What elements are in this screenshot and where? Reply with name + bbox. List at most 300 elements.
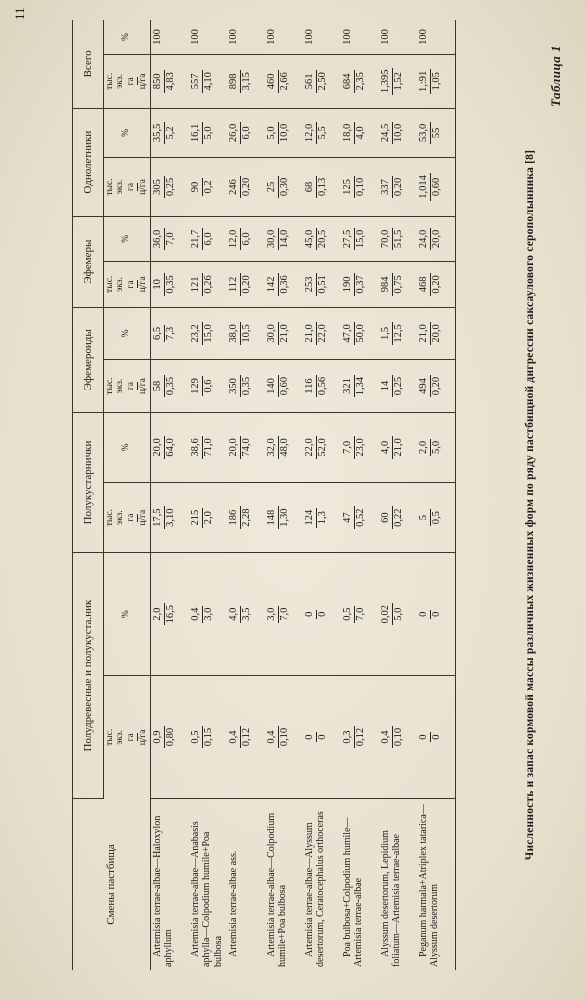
fraction (266, 606, 291, 623)
fraction (342, 322, 367, 344)
fraction (342, 375, 367, 397)
fraction-top: 24,0 (418, 228, 431, 250)
fraction-bottom: 0,5 (430, 511, 442, 525)
value-cell (303, 108, 341, 158)
fraction-bottom: 48,0 (278, 438, 290, 457)
fraction (266, 726, 291, 748)
value-cell (341, 676, 379, 799)
fraction-top: 25 (266, 176, 279, 198)
fraction (418, 375, 443, 397)
fraction-top: 305 (152, 176, 165, 198)
value-cell (303, 216, 341, 261)
fraction (304, 70, 329, 92)
fraction-top: 27,5 (342, 228, 355, 250)
fraction (304, 273, 329, 295)
row-name (265, 799, 303, 971)
value-cell (189, 483, 227, 553)
value-cell (417, 55, 456, 109)
header-group-2: Эфемероиды (73, 307, 104, 412)
fraction-top: 58 (152, 375, 165, 397)
fraction-bottom: 6,0 (202, 232, 214, 246)
fraction-bottom: 0,20 (392, 177, 404, 197)
fraction (266, 322, 291, 344)
fraction-top: 24,5 (380, 122, 393, 144)
fraction (304, 375, 329, 397)
table-row (379, 20, 417, 970)
fraction-bottom: 6,0 (240, 232, 252, 246)
fraction (190, 178, 215, 195)
fraction (380, 176, 405, 198)
value-cell (189, 360, 227, 413)
row-name-text: Artemisia terrae-albae—Colpodium humile+Poa bulbosa (265, 812, 289, 967)
value-cell (417, 483, 456, 553)
fraction (266, 506, 291, 528)
fraction-top: 116 (304, 375, 317, 397)
fraction-bottom: 1,3 (316, 511, 328, 525)
value-cell (303, 158, 341, 216)
value-cell (227, 676, 265, 799)
fraction-bottom: 52,0 (316, 438, 328, 457)
subheader-unit-line: экз. (115, 73, 126, 89)
fraction-bottom: 1,52 (392, 72, 404, 91)
value-cell (227, 483, 265, 553)
fraction-bottom: 2,0 (202, 511, 214, 525)
value-cell (150, 108, 189, 158)
value-cell (417, 553, 456, 676)
value-cell (417, 108, 456, 158)
fraction-bottom: 0,20 (430, 275, 442, 294)
value-cell (341, 108, 379, 158)
value-cell (150, 158, 189, 216)
header-group-3: Эфемеры (73, 216, 104, 307)
fraction-bottom: 20,0 (430, 324, 442, 343)
fraction-bottom: 2,35 (354, 72, 366, 91)
fraction-bottom: 2,66 (278, 72, 290, 91)
fraction (228, 322, 253, 344)
value-cell (379, 216, 417, 261)
value-cell (150, 483, 189, 553)
value-cell (227, 158, 265, 216)
value-cell (379, 483, 417, 553)
row-name-text: Peganum harmala+Atriplex tatarica—Alyssum desertorum (417, 804, 441, 967)
fraction-bottom: 5,0 (430, 440, 442, 454)
value-cell (189, 262, 227, 307)
fraction-top: 142 (266, 273, 279, 295)
fraction-top: 557 (190, 70, 203, 92)
fraction-top: 47 (342, 506, 355, 528)
fraction-bottom: 20,0 (430, 229, 442, 249)
fraction-top: 70,0 (380, 228, 393, 250)
row-name (150, 799, 189, 971)
value-cell (227, 553, 265, 676)
value-cell (303, 262, 341, 307)
fraction-top: 350 (228, 375, 241, 397)
fraction-top: 68 (304, 176, 317, 198)
fraction (418, 69, 443, 94)
fraction-bottom: 0 (430, 611, 442, 617)
fraction (190, 436, 215, 458)
fraction (266, 273, 291, 295)
value-cell (341, 412, 379, 482)
value-cell (227, 262, 265, 307)
subheader-unit-line: экз. (115, 378, 126, 394)
fraction-top: 14 (380, 375, 393, 397)
fraction-bottom: 0,35 (240, 376, 252, 396)
subheader-unit-line: га (126, 733, 138, 741)
fraction (380, 506, 405, 528)
row-name (303, 799, 341, 971)
fraction-bottom: 0,2 (202, 180, 214, 194)
fraction-top: 4,0 (380, 436, 393, 458)
page-number: 11 (12, 7, 27, 20)
value-cell (341, 55, 379, 109)
value-cell (150, 553, 189, 676)
fraction-top: 35,5 (152, 122, 165, 144)
fraction (228, 436, 253, 458)
value-cell (417, 262, 456, 307)
fraction-bottom: 0,25 (164, 177, 176, 197)
fraction-bottom: 5,5 (316, 126, 328, 140)
fraction-bottom: 0,13 (316, 177, 328, 197)
fraction (152, 122, 177, 144)
value-cell (303, 412, 341, 482)
fraction-bottom: 71,0 (202, 438, 214, 457)
fraction-bottom: 0,6 (202, 379, 214, 393)
fraction-top: 21,0 (418, 322, 431, 344)
fraction-bottom: 0 (316, 611, 328, 617)
fraction (304, 122, 329, 144)
table-row (189, 20, 227, 970)
fraction-bottom: 0,22 (392, 508, 404, 527)
value-cell (341, 307, 379, 360)
fraction-bottom: 4,83 (164, 72, 176, 91)
value-cell (417, 158, 456, 216)
value-cell (341, 483, 379, 553)
row-name-text: Artemisia terrae-albae—Haloxylon aphyllum (151, 815, 175, 967)
fraction-top: 494 (418, 375, 431, 397)
header-group-1: Полукустарнички (73, 412, 104, 552)
fraction-bottom: 0,52 (354, 508, 366, 527)
fraction (304, 610, 329, 619)
fraction-top: 0 (418, 732, 431, 741)
fraction-top: 7,0 (342, 436, 355, 458)
value-cell (379, 360, 417, 413)
table-row (265, 20, 303, 970)
value-cell (189, 553, 227, 676)
fraction-top: 4,0 (228, 606, 241, 623)
header-name-col: Смены пастбища (73, 799, 151, 971)
subheader-unit-line: га (126, 183, 138, 191)
fraction (418, 322, 443, 344)
value-cell (265, 108, 303, 158)
fraction-bottom: 5,0 (202, 126, 214, 140)
subheader-unit-line: га (126, 280, 138, 288)
subheader-pct: % (104, 307, 151, 360)
value-cell (417, 360, 456, 413)
subheader-unit (104, 676, 151, 799)
subheader-pct: % (104, 20, 151, 55)
fraction-top: 2,0 (418, 439, 431, 456)
subheader-unit-line: ц/га (138, 378, 149, 394)
value-cell (417, 216, 456, 261)
fraction-top: 0 (304, 732, 317, 741)
fraction-bottom: 7,0 (354, 607, 366, 621)
fraction-top: 38,6 (190, 436, 203, 458)
fraction-top: 1,395 (380, 68, 393, 96)
fraction (190, 122, 215, 144)
fraction-top: 898 (228, 70, 241, 92)
fraction (342, 228, 367, 250)
fraction (304, 732, 329, 741)
subheader-unit-line: экз. (115, 179, 126, 195)
fraction (228, 506, 253, 528)
fraction-top: 12,0 (304, 122, 317, 144)
fraction-bottom: 51,5 (392, 229, 404, 249)
fraction-top: 21,0 (304, 322, 317, 344)
data-table (72, 20, 456, 970)
fraction-top: 3,0 (266, 606, 279, 623)
fraction-bottom: 0,12 (240, 727, 252, 747)
fraction (152, 726, 177, 748)
fraction (190, 606, 215, 623)
value-cell (417, 307, 456, 360)
fraction (418, 509, 443, 526)
fraction-top: 16,1 (190, 122, 203, 144)
row-name (417, 799, 456, 971)
fraction-bottom: 0,25 (392, 376, 404, 396)
table-row (227, 20, 265, 970)
subheader-unit-line: тыс. (105, 72, 115, 90)
fraction-top: 30,0 (266, 322, 279, 344)
fraction-top: 0,5 (342, 606, 355, 623)
fraction (418, 273, 443, 295)
fraction-top: 20,0 (152, 436, 165, 458)
fraction-bottom: 5,2 (164, 126, 176, 140)
table-row (341, 20, 379, 970)
value-cell (189, 676, 227, 799)
value-cell (303, 483, 341, 553)
row-name-text: Artemisia terrae-albae ass. (227, 850, 239, 957)
fraction-bottom: 0 (430, 734, 442, 740)
total-pct-cell: 100 (189, 20, 227, 55)
total-pct-cell: 100 (265, 20, 303, 55)
total-pct-cell: 100 (417, 20, 456, 55)
fraction-top: 6,5 (152, 325, 165, 342)
fraction-top: 140 (266, 375, 279, 397)
subheader-unit (104, 55, 151, 109)
fraction-top: 0,4 (190, 606, 203, 623)
fraction (380, 726, 405, 748)
fraction (228, 726, 253, 748)
value-cell (150, 360, 189, 413)
value-cell (189, 158, 227, 216)
subheader-unit-line: тыс. (105, 178, 115, 196)
table-row (303, 20, 341, 970)
fraction (418, 439, 443, 456)
fraction (152, 228, 177, 250)
fraction-top: 23,2 (190, 322, 203, 344)
value-cell (189, 216, 227, 261)
fraction (380, 122, 405, 144)
fraction-top: 21,7 (190, 228, 203, 250)
subheader-pct: % (104, 553, 151, 676)
fraction-bottom: 0,26 (202, 275, 214, 294)
value-cell (341, 216, 379, 261)
value-cell (265, 412, 303, 482)
fraction (342, 176, 367, 198)
fraction-top: 26,0 (228, 122, 241, 144)
fraction (342, 70, 367, 92)
fraction-bottom: 21,0 (278, 324, 290, 343)
value-cell (150, 55, 189, 109)
fraction-bottom: 15,0 (202, 324, 214, 343)
fraction (228, 176, 253, 198)
fraction-top: 0,4 (380, 726, 393, 748)
fraction-top: 125 (342, 176, 355, 198)
fraction (380, 322, 405, 344)
fraction (380, 375, 405, 397)
fraction (304, 436, 329, 458)
fraction (266, 70, 291, 92)
fraction-bottom: 0,20 (430, 376, 442, 396)
fraction-top: 53,0 (418, 122, 431, 144)
row-name-text: Alyssum desertorum, Lepidium foliatum—Artemisia terrae-albae (379, 830, 403, 967)
fraction-bottom: 23,0 (354, 438, 366, 457)
subheader-unit-line: тыс. (105, 728, 115, 746)
table-label: Таблица 1 (548, 45, 563, 108)
fraction-bottom: 0,60 (278, 376, 290, 396)
fraction-top: 850 (152, 70, 165, 92)
total-pct-cell: 100 (379, 20, 417, 55)
fraction-bottom: 0,10 (278, 727, 290, 747)
fraction (342, 273, 367, 295)
fraction (190, 273, 215, 295)
fraction (228, 375, 253, 397)
row-name (227, 799, 265, 971)
fraction-top: 12,0 (228, 228, 241, 250)
fraction (418, 122, 443, 144)
fraction (418, 732, 443, 741)
subheader-unit-line: тыс. (105, 509, 115, 527)
fraction-bottom: 1,05 (430, 72, 442, 91)
fraction-bottom: 5,0 (392, 607, 404, 621)
fraction (304, 228, 329, 250)
fraction-top: 129 (190, 376, 203, 396)
fraction-top: 112 (228, 273, 241, 295)
fraction-top: 337 (380, 176, 393, 198)
fraction-bottom: 0,51 (316, 275, 328, 294)
fraction (342, 506, 367, 528)
fraction-bottom: 2,50 (316, 72, 328, 91)
value-cell (341, 262, 379, 307)
fraction-bottom: 0,35 (164, 275, 176, 294)
fraction-top: 684 (342, 70, 355, 92)
value-cell (227, 412, 265, 482)
value-cell (379, 307, 417, 360)
fraction-top: 121 (190, 273, 203, 295)
fraction (228, 606, 253, 623)
fraction (190, 228, 215, 250)
fraction-top: 468 (418, 273, 431, 295)
value-cell (227, 55, 265, 109)
value-cell (303, 55, 341, 109)
table-body (150, 20, 455, 970)
fraction-top: 38,0 (228, 322, 241, 344)
value-cell (189, 412, 227, 482)
fraction-top: 45,0 (304, 228, 317, 250)
value-cell (341, 158, 379, 216)
fraction-bottom: 6,0 (240, 126, 252, 140)
fraction (266, 375, 291, 397)
fraction-top: 2,0 (152, 603, 165, 625)
row-name (341, 799, 379, 971)
row-name-text: Poa bulbosa+Colpodium humile—Artemisia terrae-albae (341, 817, 365, 967)
fraction (304, 508, 329, 528)
value-cell (303, 307, 341, 360)
fraction-bottom: 0,36 (278, 275, 290, 294)
fraction-bottom: 0,20 (240, 177, 252, 197)
fraction (304, 322, 329, 344)
fraction-bottom: 0,15 (202, 727, 214, 747)
fraction-top: 253 (304, 273, 317, 295)
fraction-top: 60 (380, 506, 393, 528)
fraction-bottom: 10,5 (240, 324, 252, 343)
subheader-unit-line: экз. (115, 277, 126, 292)
fraction-top: 36,0 (152, 228, 165, 250)
fraction-top: 321 (342, 375, 355, 397)
value-cell (227, 307, 265, 360)
subheader-unit-line: экз. (115, 510, 126, 525)
subheader-unit (104, 158, 151, 216)
fraction (380, 68, 405, 96)
fraction-bottom: 0,10 (354, 177, 366, 197)
row-name-text: Artemisia terrae-albae—Anabasis aphylla—Colpodium humile+Poa bulbosa (189, 821, 224, 967)
value-cell (379, 158, 417, 216)
fraction-bottom: 7,0 (164, 232, 176, 246)
value-cell (341, 360, 379, 413)
fraction-top: 17,5 (152, 506, 165, 528)
table-caption: Численность и запас кормовой массы различных жизненных форм по ряду пастбищной дигрессии саксаулового серополынника [8] (524, 149, 536, 861)
subheader-unit-line: тыс. (105, 275, 115, 293)
fraction (228, 122, 253, 144)
fraction-top: 0 (304, 610, 317, 619)
value-cell (379, 412, 417, 482)
fraction (342, 122, 367, 144)
fraction (152, 375, 177, 397)
fraction-top: 20,0 (228, 436, 241, 458)
fraction (152, 506, 177, 528)
fraction-bottom: 3,15 (240, 72, 252, 91)
value-cell (265, 307, 303, 360)
value-cell (417, 412, 456, 482)
fraction (152, 436, 177, 458)
fraction-bottom: 21,0 (392, 438, 404, 457)
fraction-bottom: 64,0 (164, 438, 176, 457)
fraction (342, 726, 367, 748)
value-cell (227, 360, 265, 413)
subheader-unit (104, 262, 151, 307)
fraction (190, 376, 215, 396)
fraction-top: 5 (418, 509, 431, 526)
subheader-pct: % (104, 108, 151, 158)
fraction-top: 246 (228, 176, 241, 198)
fraction-top: 0,5 (190, 726, 203, 748)
fraction (304, 176, 329, 198)
value-cell (189, 307, 227, 360)
fraction-bottom: 12,5 (392, 324, 404, 343)
value-cell (150, 676, 189, 799)
fraction (342, 436, 367, 458)
